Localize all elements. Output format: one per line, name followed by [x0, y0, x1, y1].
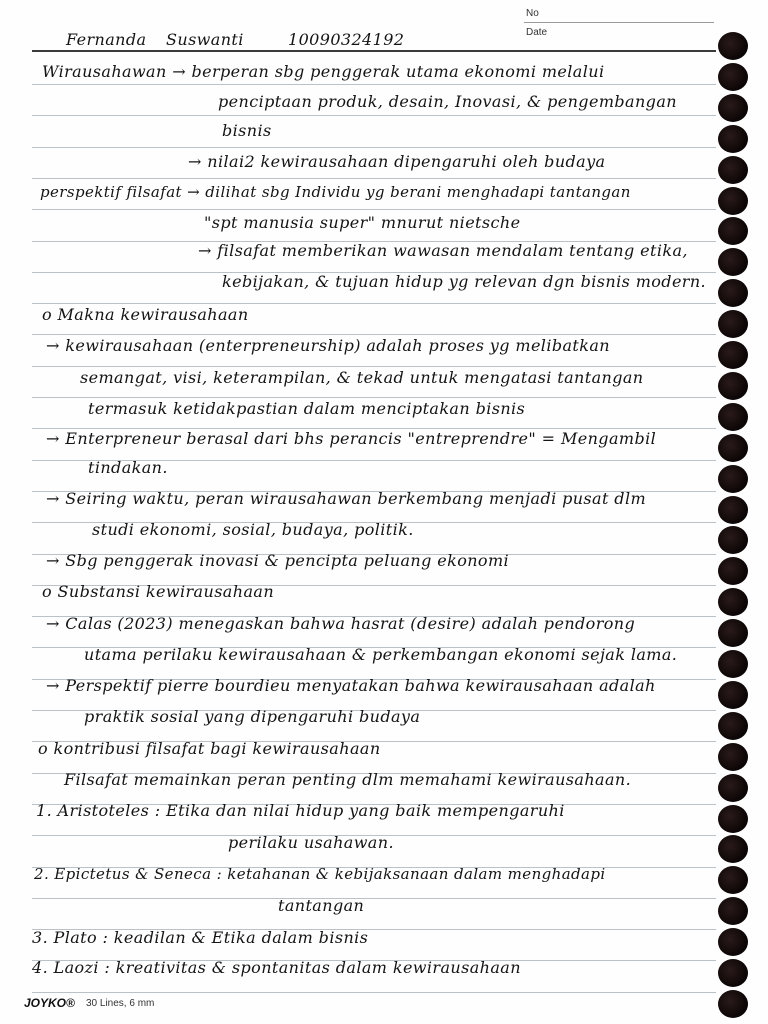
- binder-hole: [718, 557, 748, 585]
- no-label: No: [526, 8, 539, 19]
- date-label: Date: [526, 27, 548, 38]
- note-line: 2. Epictetus & Seneca : ketahanan & kebijaksanaan dalam menghadapi: [34, 865, 606, 883]
- ruled-line: [32, 84, 716, 85]
- note-line: o Makna kewirausahaan: [42, 305, 249, 324]
- ruled-line: [32, 147, 716, 148]
- note-line: kebijakan, & tujuan hidup yg relevan dgn bisnis modern.: [222, 272, 707, 291]
- binder-hole: [718, 774, 748, 802]
- note-line: → Enterpreneur berasal dari bhs perancis "entreprendre" = Mengambil: [46, 429, 657, 448]
- ruled-line: [32, 992, 716, 993]
- binder-hole: [718, 125, 748, 153]
- note-line: "spt manusia super" mnurut nietsche: [204, 213, 521, 232]
- ruled-line: [32, 366, 716, 367]
- binder-hole: [718, 805, 748, 833]
- binder-hole: [718, 496, 748, 524]
- note-line: Wirausahawan → berperan sbg penggerak utama ekonomi melalui: [42, 62, 605, 81]
- binder-hole: [718, 310, 748, 338]
- binder-hole: [718, 712, 748, 740]
- note-line: praktik sosial yang dipengaruhi budaya: [84, 707, 421, 726]
- binder-hole: [718, 341, 748, 369]
- note-line: 4. Laozi : kreativitas & spontanitas dalam kewirausahaan: [32, 958, 521, 977]
- note-line: tantangan: [278, 896, 365, 915]
- binder-hole: [718, 187, 748, 215]
- binder-hole: [718, 248, 748, 276]
- brand-logo: JOYKO®: [24, 996, 75, 1010]
- ruled-line: [32, 209, 716, 210]
- binder-hole: [718, 403, 748, 431]
- ruled-line: [32, 178, 716, 179]
- binder-hole: [718, 866, 748, 894]
- note-line: 1. Aristoteles : Etika dan nilai hidup yang baik mempengaruhi: [36, 801, 565, 820]
- binder-hole: [718, 279, 748, 307]
- binder-hole: [718, 990, 748, 1018]
- note-line: utama perilaku kewirausahaan & perkembangan ekonomi sejak lama.: [84, 645, 678, 664]
- note-line: → Calas (2023) menegaskan bahwa hasrat (desire) adalah pendorong: [46, 614, 636, 633]
- binder-hole: [718, 743, 748, 771]
- binder-hole: [718, 650, 748, 678]
- binder-hole: [718, 928, 748, 956]
- binder-hole: [718, 217, 748, 245]
- note-line: perspektif filsafat → dilihat sbg Individu yg berani menghadapi tantangan: [40, 183, 631, 201]
- ruled-line: [32, 397, 716, 398]
- paper-spec: 30 Lines, 6 mm: [86, 998, 155, 1009]
- binder-hole: [718, 526, 748, 554]
- ruled-line: [32, 115, 716, 116]
- note-line: studi ekonomi, sosial, budaya, politik.: [92, 520, 414, 539]
- binder-hole: [718, 465, 748, 493]
- note-line: → kewirausahaan (enterpreneurship) adalah proses yg melibatkan: [46, 336, 610, 355]
- note-line: perilaku usahawan.: [228, 833, 394, 852]
- binder-hole: [718, 681, 748, 709]
- note-line: termasuk ketidakpastian dalam menciptakan bisnis: [88, 399, 526, 418]
- note-line: o Substansi kewirausahaan: [42, 582, 275, 601]
- note-line: Filsafat memainkan peran penting dlm memahami kewirausahaan.: [64, 770, 632, 789]
- header-rule: [32, 50, 716, 52]
- author-first-name: Fernanda: [66, 30, 147, 49]
- note-line: → nilai2 kewirausahaan dipengaruhi oleh budaya: [188, 152, 606, 171]
- ruled-line: [32, 898, 716, 899]
- note-line: → Seiring waktu, peran wirausahawan berkembang menjadi pusat dlm: [46, 489, 647, 508]
- binder-hole: [718, 619, 748, 647]
- binder-hole: [718, 32, 748, 60]
- note-line: → Sbg penggerak inovasi & pencipta peluang ekonomi: [46, 551, 510, 570]
- note-line: penciptaan produk, desain, Inovasi, & pengembangan: [218, 92, 677, 111]
- binder-hole: [718, 588, 748, 616]
- student-id: 10090324192: [288, 30, 405, 49]
- binder-hole: [718, 156, 748, 184]
- no-field-line: [524, 22, 714, 23]
- note-line: → Perspektif pierre bourdieu menyatakan bahwa kewirausahaan adalah: [46, 676, 656, 695]
- note-line: o kontribusi filsafat bagi kewirausahaan: [38, 739, 381, 758]
- binder-hole: [718, 835, 748, 863]
- binder-hole: [718, 94, 748, 122]
- author-last-name: Suswanti: [166, 30, 244, 49]
- note-line: bisnis: [222, 121, 272, 140]
- note-line: tindakan.: [88, 458, 168, 477]
- binder-hole: [718, 434, 748, 462]
- note-line: → filsafat memberikan wawasan mendalam tentang etika,: [198, 241, 688, 260]
- binder-hole: [718, 372, 748, 400]
- binder-hole: [718, 63, 748, 91]
- note-line: semangat, visi, keterampilan, & tekad untuk mengatasi tantangan: [80, 368, 644, 387]
- note-line: 3. Plato : keadilan & Etika dalam bisnis: [32, 928, 369, 947]
- ruled-line: [32, 303, 716, 304]
- binder-hole: [718, 897, 748, 925]
- binder-hole: [718, 959, 748, 987]
